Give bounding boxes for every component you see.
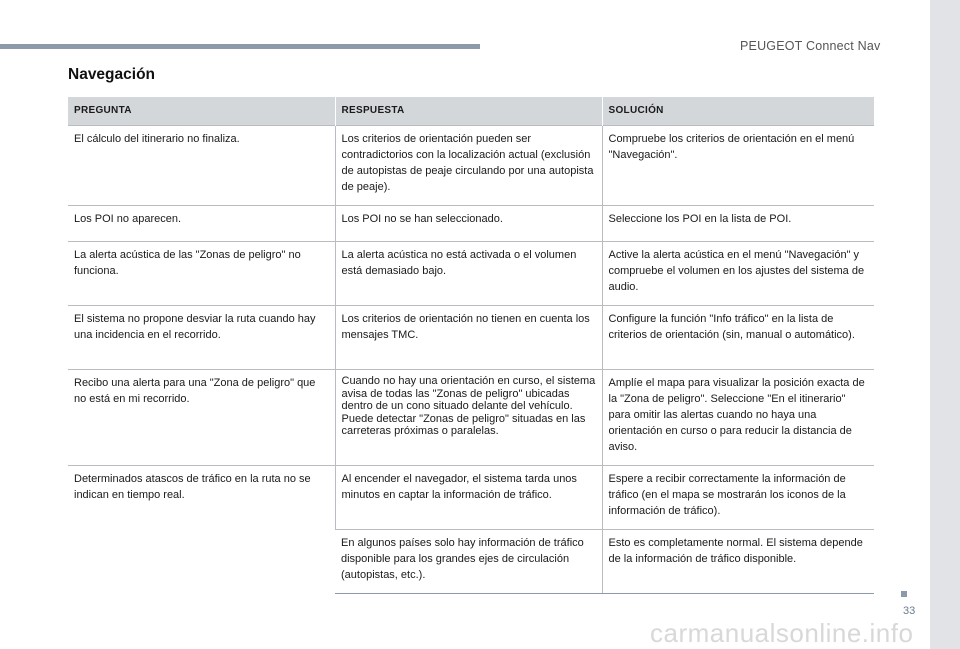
question-cell: El sistema no propone desviar la ruta cuando hay una incidencia en el recorrido. — [68, 306, 335, 370]
answer-cell: Cuando no hay una orientación en curso, el sistema avisa de todas las "Zonas de peligro" ubicadas dentro de un cono situado delante del vehículo. Puede detectar "Zonas de peligro" situadas en las carreteras próximas o paralelas. — [335, 370, 602, 466]
page-side-bar — [930, 0, 960, 649]
watermark: carmanualsonline.info — [650, 618, 914, 648]
solution-cell: Configure la función "Info tráfico" en la lista de criterios de orientación (sin, manual o automático). — [602, 306, 874, 370]
question-cell: Recibo una alerta para una "Zona de peligro" que no está en mi recorrido. — [68, 370, 335, 466]
table-row — [68, 126, 874, 206]
answer-cell: En algunos países solo hay información de tráfico disponible para los grandes ejes de circulación (autopistas, etc.). — [335, 530, 602, 594]
answer-cell: Los criterios de orientación pueden ser contradictorios con la localización actual (exclusión de autopistas de peaje circulando por una autopista de peaje). — [335, 126, 602, 206]
header-brand: PEUGEOT Connect Nav — [740, 39, 881, 53]
header-solution: SOLUCIÓN — [602, 97, 874, 126]
table-row — [68, 242, 874, 306]
table-row — [68, 466, 874, 530]
header-answer: RESPUESTA — [335, 97, 602, 126]
answer-cell: La alerta acústica no está activada o el volumen está demasiado bajo. — [335, 242, 602, 306]
troubleshooting-table — [68, 97, 874, 594]
answer-cell: Los criterios de orientación no tienen en cuenta los mensajes TMC. — [335, 306, 602, 370]
answer-cell: Al encender el navegador, el sistema tarda unos minutos en captar la información de tráfico. — [335, 466, 602, 530]
solution-cell: Seleccione los POI en la lista de POI. — [602, 206, 874, 242]
question-cell: Los POI no aparecen. — [68, 206, 335, 242]
header-rule — [0, 44, 480, 49]
solution-cell: Compruebe los criterios de orientación en el menú "Navegación". — [602, 126, 874, 206]
table-header-row — [68, 97, 874, 126]
solution-cell: Amplíe el mapa para visualizar la posición exacta de la "Zona de peligro". Seleccione "En el itinerario" para omitir las alertas cuando no haya una orientación en curso o para reducir la distancia de aviso. — [602, 370, 874, 466]
question-cell: La alerta acústica de las "Zonas de peligro" no funciona. — [68, 242, 335, 306]
table-row — [68, 206, 874, 242]
section-end-marker — [901, 591, 907, 597]
answer-cell: Los POI no se han seleccionado. — [335, 206, 602, 242]
page-title: Navegación — [68, 66, 156, 83]
solution-cell: Esto es completamente normal. El sistema depende de la información de tráfico disponible. — [602, 530, 874, 594]
header-question: PREGUNTA — [68, 97, 335, 126]
table-row — [68, 306, 874, 370]
question-cell: Determinados atascos de tráfico en la ruta no se indican en tiempo real. — [68, 466, 335, 594]
solution-cell: Espere a recibir correctamente la información de tráfico (en el mapa se mostrarán los iconos de la información de tráfico). — [602, 466, 874, 530]
question-cell: El cálculo del itinerario no finaliza. — [68, 126, 335, 206]
page-number: 33 — [903, 605, 916, 617]
solution-cell: Active la alerta acústica en el menú "Navegación" y compruebe el volumen en los ajustes del sistema de audio. — [602, 242, 874, 306]
table-row — [68, 370, 874, 466]
